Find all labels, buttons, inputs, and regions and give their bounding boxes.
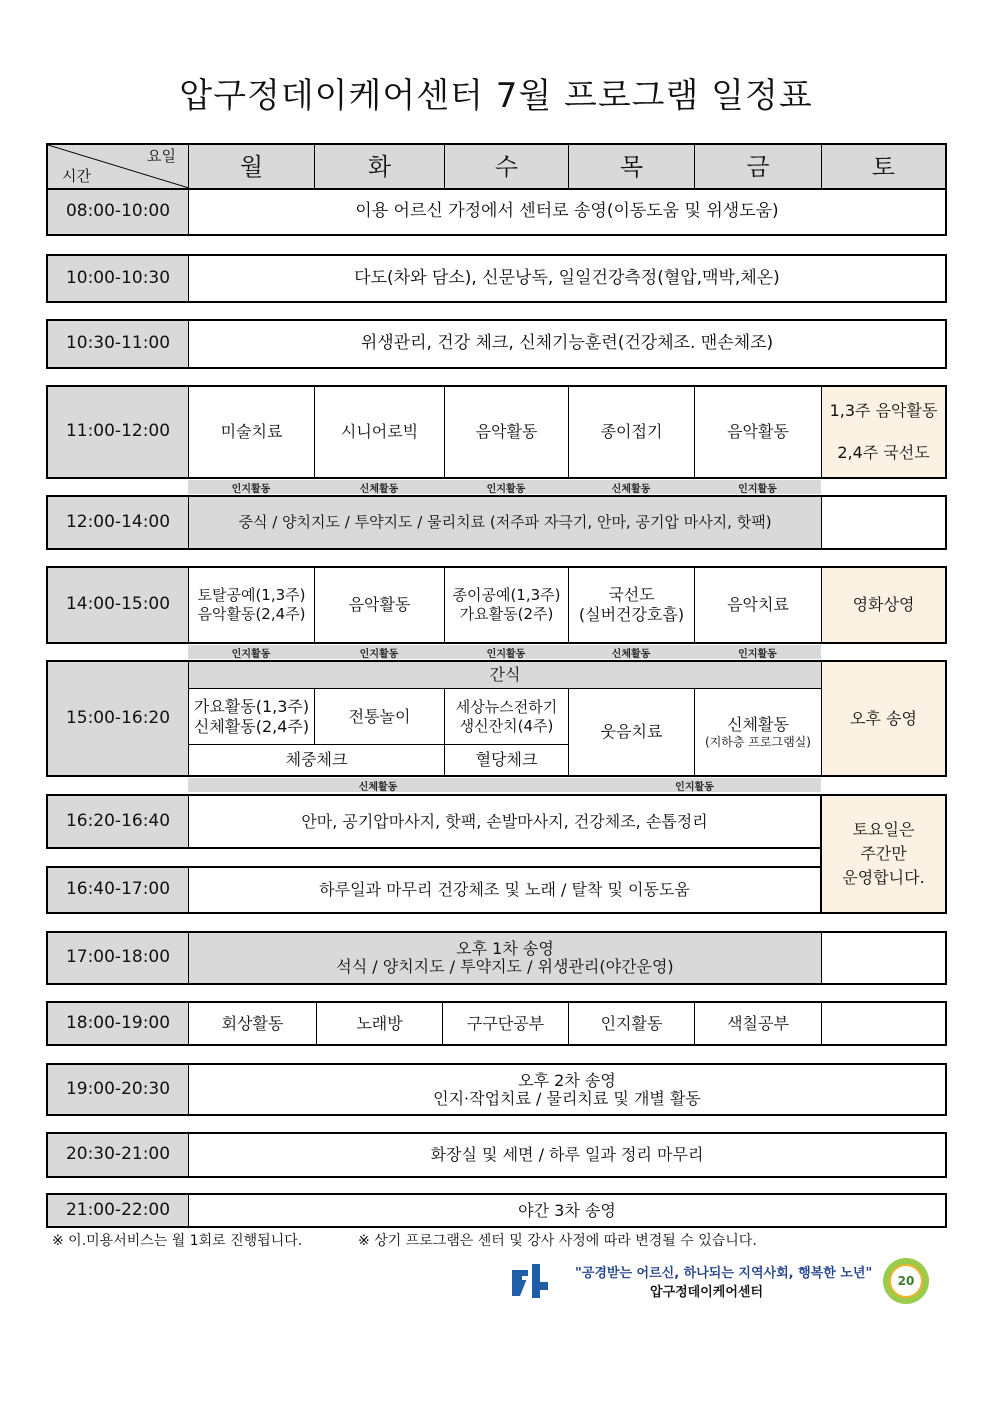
sat-cell: 오후 송영 (822, 662, 945, 775)
anniversary-badge-icon (883, 1258, 929, 1304)
activity-tag: 인지활동 (568, 778, 821, 792)
activity-cell: 중식 / 양치지도 / 투약지도 / 물리치료 (저주파 자극기, 안마, 공기압 마사지, 핫팩) (189, 497, 822, 548)
thu-cell: 웃음치료 (569, 689, 695, 775)
activity-cell: 위생관리, 건강 체크, 신체기능훈련(건강체조. 맨손체조) (360, 333, 774, 354)
fri-cell: 음악활동 (695, 387, 822, 477)
sat-line-2: 2,4주 국선도 (837, 443, 930, 462)
fri-line-1: 신체활동 (727, 714, 789, 734)
time-label: 시간 (62, 167, 91, 186)
tue-cell: 시니어로빅 (315, 387, 445, 477)
row-1800 (46, 1001, 947, 1046)
tue-cell: 음악활동 (315, 568, 445, 642)
time-cell: 10:00-10:30 (48, 256, 189, 301)
activity-line-1: 오후 2차 송영 (518, 1070, 616, 1090)
activity-tag: 인지활동 (188, 645, 314, 659)
row-1000 (46, 254, 947, 303)
activity-tag: 인지활동 (188, 480, 314, 494)
fri-line-2: (지하층 프로그램실) (705, 734, 811, 749)
row-2030 (46, 1132, 947, 1178)
day-thu: 목 (569, 145, 695, 188)
activity-cell (189, 933, 822, 983)
row-1620 (46, 794, 822, 849)
wed-cell: 음악활동 (445, 387, 569, 477)
sat-notice-line-1: 토요일은 (852, 820, 915, 839)
fri-cell: 음악치료 (695, 568, 822, 642)
row-0800 (46, 188, 947, 236)
fri-cell (695, 689, 822, 775)
wed-line-1: 세상뉴스전하기 (455, 697, 558, 716)
fri-cell: 색칠공부 (695, 1003, 822, 1044)
activity-cell: 하루일과 마무리 건강체조 및 노래 / 탈착 및 이동도움 (319, 880, 690, 899)
day-fri: 금 (695, 145, 822, 188)
wed-cell (445, 568, 569, 642)
time-cell: 19:00-20:30 (48, 1065, 189, 1114)
mon-cell (189, 568, 315, 642)
wed-cell: 구구단공부 (443, 1003, 569, 1044)
time-cell: 15:00-16:20 (48, 662, 189, 775)
day-sat: 토 (822, 145, 945, 188)
time-cell: 12:00-14:00 (48, 497, 189, 548)
activity-tag: 인지활동 (694, 480, 821, 494)
weight-check-cell: 체중체크 (189, 745, 445, 775)
wed-line-2: 가요활동(2주) (459, 605, 554, 623)
row-1200 (46, 495, 947, 550)
snack-cell: 간식 (189, 662, 822, 689)
time-cell: 16:20-16:40 (48, 796, 189, 847)
activity-cell (189, 1065, 945, 1114)
mon-cell (189, 689, 315, 745)
row-1500 (46, 660, 947, 777)
row-1400 (46, 566, 947, 644)
sat-empty-cell (822, 497, 945, 548)
thu-cell: 인지활동 (569, 1003, 695, 1044)
activity-cell: 다도(차와 담소), 신문낭독, 일일건강측정(혈압,맥박,체온) (354, 267, 780, 288)
mon-cell: 미술치료 (189, 387, 315, 477)
sat-notice (822, 796, 945, 912)
row-1100 (46, 385, 947, 479)
note-schedule-change: ※ 상기 프로그램은 센터 및 강사 사정에 따라 변경될 수 있습니다. (358, 1233, 757, 1249)
wed-cell (445, 689, 569, 745)
time-cell: 18:00-19:00 (48, 1003, 189, 1044)
row-1030 (46, 319, 947, 369)
header-row (46, 143, 947, 190)
center-logo-icon (510, 1262, 550, 1300)
activity-line-1: 오후 1차 송영 (456, 939, 554, 959)
activity-cell: 화장실 및 세면 / 하루 일과 정리 마무리 (430, 1145, 704, 1164)
activity-tag: 인지활동 (444, 645, 568, 659)
time-cell: 11:00-12:00 (48, 387, 189, 477)
activity-line-2: 석식 / 양치지도 / 투약지도 / 위생관리(야간운영) (336, 957, 674, 976)
sat-notice-line-2: 주간만 (860, 844, 907, 863)
day-wed: 수 (445, 145, 569, 188)
badge-number: 20 (897, 1274, 915, 1288)
activity-tag: 신체활동 (568, 480, 694, 494)
wed-line-1: 종이공예(1,3주) (452, 586, 561, 605)
thu-cell (569, 568, 695, 642)
activity-cell: 안마, 공기압마사지, 핫팩, 손발마사지, 건강체조, 손톱정리 (301, 811, 708, 831)
time-cell: 08:00-10:00 (48, 190, 189, 234)
time-cell: 10:30-11:00 (48, 321, 189, 367)
thu-line-2: (실버건강호흡) (578, 605, 685, 624)
row-2100 (46, 1193, 947, 1228)
corner-cell (48, 145, 189, 188)
day-mon: 월 (189, 145, 315, 188)
sat-cell: 영화상영 (822, 568, 945, 642)
thu-line-1: 국선도 (608, 585, 655, 604)
sat-empty-cell (822, 1003, 945, 1044)
sat-empty-cell (822, 933, 945, 983)
mon-cell: 회상활동 (189, 1003, 317, 1044)
row-1700 (46, 931, 947, 985)
row-1640 (46, 866, 822, 914)
mon-line-2: 음악활동(2,4주) (197, 605, 306, 623)
activity-tag: 인지활동 (444, 480, 568, 494)
time-cell: 21:00-22:00 (48, 1195, 189, 1226)
sat-cell (822, 387, 945, 477)
sat-notice-cell (820, 794, 947, 914)
time-cell: 20:30-21:00 (48, 1134, 189, 1176)
mon-line-1: 토탈공예(1,3주) (197, 586, 306, 605)
thu-cell: 종이접기 (569, 387, 695, 477)
time-cell: 17:00-18:00 (48, 933, 189, 983)
footer-center-name: 압구정데이케어센터 (650, 1285, 764, 1300)
wed-line-2: 생신잔치(4주) (459, 716, 554, 735)
sugar-check-cell: 혈당체크 (445, 745, 569, 775)
sat-notice-line-3: 운영합니다. (842, 868, 925, 887)
activity-cell: 야간 3차 송영 (518, 1200, 616, 1220)
tue-cell: 전통놀이 (315, 689, 445, 745)
slogan: "공경받는 어르신, 하나되는 지역사회, 행복한 노년" (575, 1266, 873, 1281)
note-haircut: ※ 이.미용서비스는 월 1회로 진행됩니다. (52, 1233, 303, 1249)
activity-tag: 신체활동 (568, 645, 694, 659)
activity-tag: 인지활동 (314, 645, 444, 659)
activity-tag: 신체활동 (188, 778, 568, 792)
page-title: 압구정데이케어센터 7월 프로그램 일정표 (179, 76, 813, 116)
mon-line-2: 신체활동(2,4주) (193, 716, 310, 736)
day-label: 요일 (147, 147, 176, 165)
sat-line-1: 1,3주 음악활동 (829, 401, 938, 420)
time-cell: 16:40-17:00 (48, 868, 189, 912)
time-cell: 14:00-15:00 (48, 568, 189, 642)
mon-line-1: 가요활동(1,3주) (193, 696, 310, 716)
activity-cell: 이용 어르신 가정에서 센터로 송영(이동도움 및 위생도움) (355, 201, 779, 222)
tue-cell: 노래방 (317, 1003, 443, 1044)
activity-tag: 인지활동 (694, 645, 821, 659)
row-1900 (46, 1063, 947, 1116)
activity-tag: 신체활동 (314, 480, 444, 494)
day-tue: 화 (315, 145, 445, 188)
activity-line-2: 인지·작업치료 / 물리치료 및 개별 활동 (433, 1088, 701, 1108)
